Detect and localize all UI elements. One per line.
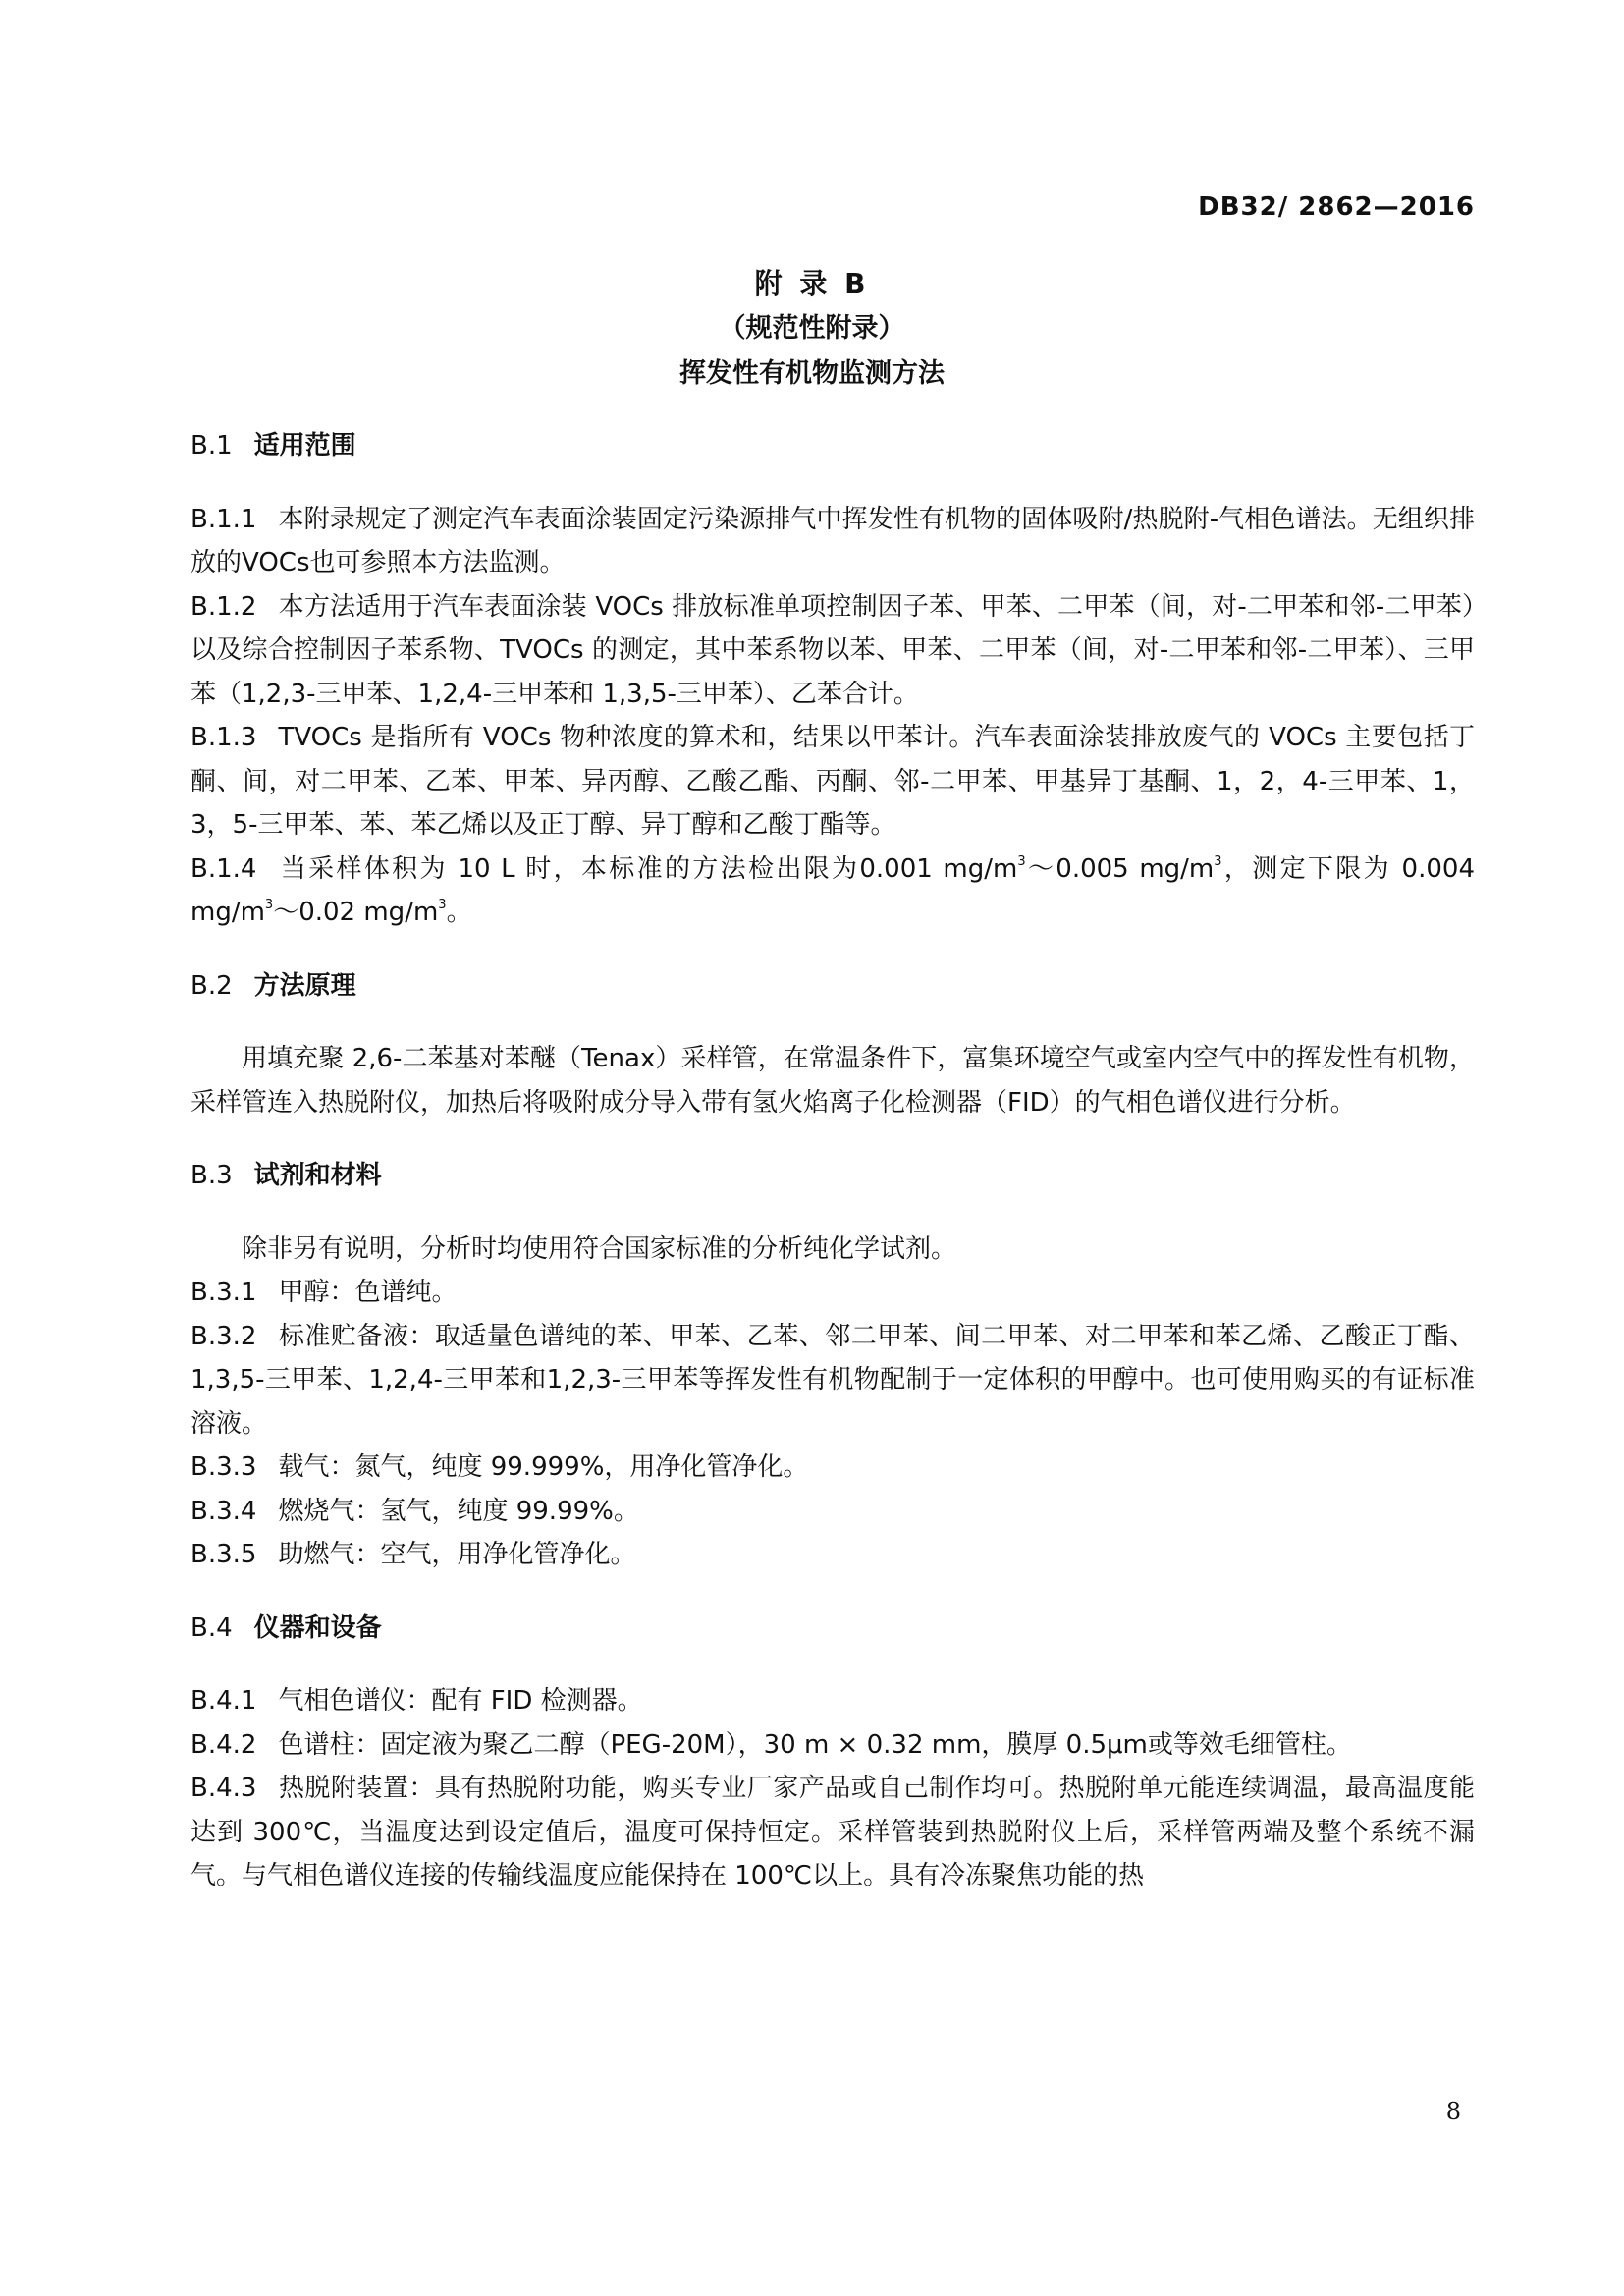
clause-b3-3 (190, 1446, 1475, 1490)
clause-b1-4 (190, 847, 1475, 935)
clause-b3-1 (190, 1271, 1475, 1315)
section-number: B.3 (190, 1161, 233, 1190)
section-title: 试剂和材料 (253, 1161, 382, 1190)
paragraph-method-principle: 用填充聚 2,6-二苯基对苯醚（Tenax）采样管，在常温条件下，富集环境空气或室内空气中的挥发性有机物，采样管连入热脱附仪，加热后将吸附成分导入带有氢火焰离子化检测器（FID）的气相色谱仪进行分析。 (190, 1044, 1475, 1118)
appendix-name: 挥发性有机物监测方法 (679, 358, 945, 389)
clause-text: 色谱柱：固定液为聚乙二醇（PEG-20M），30 m × 0.32 mm，膜厚 0.5μm或等效毛细管柱。 (278, 1729, 1352, 1760)
section-number: B.2 (190, 970, 233, 1001)
clause-text: 载气：氮气，纯度 99.999%，用净化管净化。 (278, 1452, 809, 1482)
section-number: B.1 (190, 431, 233, 461)
clause-text: TVOCs 是指所有 VOCs 物种浓度的算术和，结果以甲苯计。汽车表面涂装排放废气的 VOCs 主要包括丁酮、间，对二甲苯、乙苯、甲苯、异丙醇、乙酸乙酯、丙酮、邻-二甲苯、甲基异丁基酮、1，2，4-三甲苯、1，3，5-三甲苯、苯、苯乙烯以及正丁醇、异丁醇和乙酸丁酯等。 (190, 723, 1475, 840)
clause-number: B.4.2 (190, 1729, 257, 1760)
clause-b1-3 (190, 716, 1475, 847)
superscript: 3 (438, 898, 447, 912)
clause-text-part: ，测定下限为 0.004 mg/m (190, 853, 1475, 927)
clause-number: B.3.2 (190, 1321, 257, 1351)
clause-text: 甲醇：色谱纯。 (278, 1278, 458, 1307)
section-heading-b4 (190, 1607, 1475, 1651)
section-heading-b3 (190, 1154, 1475, 1198)
section-number: B.4 (190, 1613, 233, 1643)
document-body (190, 424, 1475, 1898)
clause-b4-3 (190, 1767, 1475, 1898)
paragraph-reagents-intro: 除非另有说明，分析时均使用符合国家标准的分析纯化学试剂。 (242, 1233, 957, 1264)
clause-text: 本方法适用于汽车表面涂装 VOCs 排放标准单项控制因子苯、甲苯、二甲苯（间，对-二甲苯和邻-二甲苯）以及综合控制因子苯系物、TVOCs 的测定，其中苯系物以苯、甲苯、二甲苯（间，对-二甲苯和邻-二甲苯）、三甲苯（1,2,3-三甲苯、1,2,4-三甲苯和 1,3,5-三甲苯）、乙苯合计。 (190, 591, 1475, 709)
clause-text: 气相色谱仪：配有 FID 检测器。 (278, 1686, 643, 1716)
superscript: 3 (1214, 853, 1222, 869)
clause-text-part: 当采样体积为 10 L 时，本标准的方法检出限为0.001 mg/m (278, 853, 1018, 884)
clause-text: 助燃气：空气，用净化管净化。 (278, 1540, 636, 1569)
section-heading-b1 (190, 424, 1475, 468)
clause-text: 燃烧气：氢气，纯度 99.99%。 (278, 1496, 639, 1526)
clause-text: 热脱附装置：具有热脱附功能，购买专业厂家产品或自己制作均可。热脱附单元能连续调温，最高温度能达到 300℃，当温度达到设定值后，温度可保持恒定。采样管装到热脱附仪上后，采样管两端及整个系统不漏气。与气相色谱仪连接的传输线温度应能保持在 100℃以上。具有冷冻聚焦功能的热 (190, 1774, 1475, 1890)
section-title: 适用范围 (253, 431, 356, 461)
clause-number: B.1.2 (190, 591, 257, 622)
standard-code: DB32/ 2862—2016 (1198, 192, 1475, 222)
section-title: 方法原理 (253, 970, 356, 1001)
clause-text-part: ～0.005 mg/m (1025, 853, 1215, 884)
clause-number: B.3.3 (190, 1452, 257, 1482)
clause-text: 标准贮备液：取适量色谱纯的苯、甲苯、乙苯、邻二甲苯、间二甲苯、对二甲苯和苯乙烯、乙酸正丁酯、1,3,5-三甲苯、1,2,4-三甲苯和1,2,3-三甲苯等挥发性有机物配制于一定体积的甲醇中。也可使用购买的有证标准溶液。 (190, 1321, 1475, 1439)
clause-b1-2 (190, 585, 1475, 717)
clause-b3-5 (190, 1533, 1475, 1577)
superscript: 3 (1017, 853, 1026, 869)
clause-number: B.3.1 (190, 1278, 257, 1307)
clause-b3-2 (190, 1315, 1475, 1447)
clause-b3-4 (190, 1490, 1475, 1534)
clause-b1-1 (190, 498, 1475, 585)
clause-text-part: 。 (446, 898, 472, 927)
section-heading-b2 (190, 964, 1475, 1009)
clause-b4-1 (190, 1679, 1475, 1723)
appendix-title-block (0, 261, 1624, 397)
clause-number: B.3.5 (190, 1540, 257, 1569)
page-number: 8 (1445, 2098, 1461, 2125)
superscript: 3 (264, 898, 274, 912)
clause-number: B.1.1 (190, 504, 257, 534)
clause-text: 本附录规定了测定汽车表面涂装固定污染源排气中挥发性有机物的固体吸附/热脱附-气相色谱法。无组织排放的VOCs也可参照本方法监测。 (190, 504, 1475, 577)
appendix-label: 附 录 B (754, 267, 870, 300)
clause-text-part: ～0.02 mg/m (273, 898, 439, 927)
clause-number: B.4.3 (190, 1774, 257, 1803)
section-title: 仪器和设备 (253, 1613, 382, 1643)
clause-number: B.1.3 (190, 723, 257, 752)
clause-number: B.1.4 (190, 853, 257, 884)
clause-number: B.4.1 (190, 1686, 257, 1716)
appendix-type: （规范性附录） (719, 313, 905, 344)
clause-b4-2 (190, 1723, 1475, 1768)
clause-number: B.3.4 (190, 1496, 257, 1526)
